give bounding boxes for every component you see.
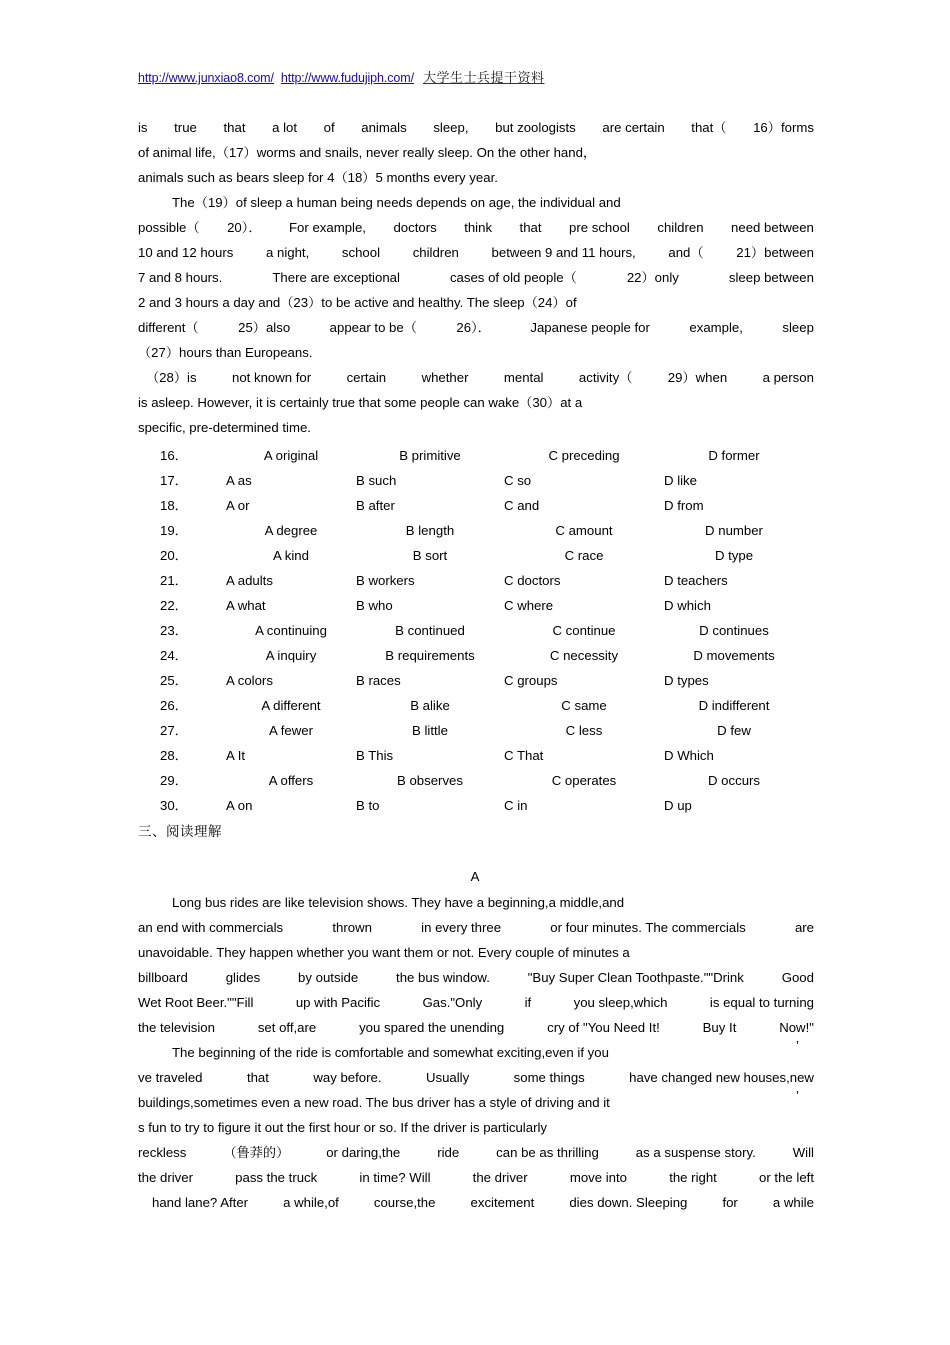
question-row xyxy=(160,695,810,720)
cloze-p3-line1: （28）is not known for certain whether mental activity（ 29）when a person xyxy=(146,370,814,385)
option-B[interactable]: B requirements xyxy=(385,648,475,663)
option-C[interactable]: C operates xyxy=(551,773,617,788)
option-B[interactable]: B continued xyxy=(395,623,465,638)
reading-p2-line4: s fun to try to figure it out the first hour or so. If the driver is particularly xyxy=(138,1120,547,1135)
option-B[interactable]: B observes xyxy=(397,773,463,788)
question-number: 25． xyxy=(160,673,188,688)
option-B[interactable]: B This xyxy=(356,748,394,763)
question-number: 30． xyxy=(160,798,188,813)
option-D[interactable]: D which xyxy=(664,598,711,613)
option-A[interactable]: A different xyxy=(261,698,321,713)
option-A[interactable]: A on xyxy=(226,798,253,813)
question-number: 22． xyxy=(160,598,188,613)
question-number: 20． xyxy=(160,548,188,563)
option-C[interactable]: C doctors xyxy=(504,573,561,588)
option-B[interactable]: B sort xyxy=(412,548,448,563)
cloze-p2-line5: 2 and 3 hours a day and（23）to be active and healthy. The sleep（24）of xyxy=(138,295,577,310)
option-B[interactable]: B workers xyxy=(356,573,415,588)
question-number: 23． xyxy=(160,623,188,638)
header-chinese-label: 大学生士兵提干资料 xyxy=(422,70,545,85)
option-A[interactable]: A continuing xyxy=(255,623,327,638)
option-D[interactable]: D continues xyxy=(699,623,769,638)
reading-p1-line1: Long bus rides are like television shows. They have a beginning,a middle,and xyxy=(172,895,625,910)
option-D[interactable]: D types xyxy=(664,673,709,688)
reading-p1-line2: an end with commercials thrown in every three or four minutes. The commercials are xyxy=(138,920,814,935)
option-D[interactable]: D indifferent xyxy=(698,698,770,713)
question-row xyxy=(160,745,810,770)
option-B[interactable]: B length xyxy=(405,523,455,538)
cloze-paragraph-1 xyxy=(138,121,814,135)
reading-p2-line2: ve traveled that way before. Usually some things have changed new houses,new xyxy=(138,1070,814,1085)
reading-p1-line3: unavoidable. They happen whether you want them or not. Every couple of minutes a xyxy=(138,945,630,960)
cloze-p2-line3: 10 and 12 hours a night, school children between 9 and 11 hours, and（ 21）between xyxy=(138,245,814,260)
question-number: 17． xyxy=(160,473,188,488)
question-row xyxy=(160,670,810,695)
section-heading-reading: 三、阅读理解 xyxy=(138,824,222,840)
reading-p2-line3: buildings,sometimes even a new road. The bus driver has a style of driving and it xyxy=(138,1095,610,1110)
reading-p2-line5: reckless （鲁莽的） or daring,the ride can be as thrilling as a suspense story. Will xyxy=(138,1145,814,1160)
option-C[interactable]: C where xyxy=(504,598,554,613)
option-C[interactable]: C preceding xyxy=(548,448,620,463)
option-B[interactable]: B after xyxy=(356,498,395,513)
passage-label-a: A xyxy=(470,869,480,884)
cloze-p2-line1: The（19）of sleep a human being needs depends on age, the individual and xyxy=(172,195,621,210)
option-A[interactable]: A original xyxy=(263,448,319,463)
question-row xyxy=(160,545,810,570)
question-number: 21． xyxy=(160,573,188,588)
cloze-p3-line3: specific, pre-determined time. xyxy=(138,420,311,435)
question-row xyxy=(160,470,810,495)
question-number: 19． xyxy=(160,523,188,538)
question-number: 27． xyxy=(160,723,188,738)
option-C[interactable]: C race xyxy=(564,548,604,563)
option-B[interactable]: B who xyxy=(356,598,393,613)
option-D[interactable]: D number xyxy=(705,523,763,538)
cloze-p1-line1: is true that a lot of animals sleep, but zoologists are certain that（ 16）forms xyxy=(138,120,814,135)
question-row xyxy=(160,795,810,820)
option-C[interactable]: C so xyxy=(504,473,532,488)
option-C[interactable]: C same xyxy=(561,698,607,713)
reading-p2-line7: hand lane? After a while,of course,the excitement dies down. Sleeping for a while xyxy=(152,1195,814,1210)
question-number: 16． xyxy=(160,448,188,463)
reading-p2-line1: The beginning of the ride is comfortable and somewhat exciting,even if you xyxy=(172,1045,609,1060)
option-A[interactable]: A inquiry xyxy=(265,648,317,663)
option-C[interactable]: C That xyxy=(504,748,544,763)
option-D[interactable]: D type xyxy=(714,548,754,563)
cloze-p1-line2: of animal life,（17）worms and snails, never really sleep. On the other hand， xyxy=(138,145,597,160)
stray-apostrophe-1: ’ xyxy=(796,1038,799,1053)
option-B[interactable]: B primitive xyxy=(399,448,461,463)
option-A[interactable]: A offers xyxy=(268,773,314,788)
cloze-p3-line2: is asleep. However, it is certainly true that some people can wake（30）at a xyxy=(138,395,583,410)
reading-p1-line4: billboard glides by outside the bus window. "Buy Super Clean Toothpaste.""Drink Good xyxy=(138,970,814,985)
option-D[interactable]: D up xyxy=(664,798,692,813)
option-A[interactable]: A as xyxy=(226,473,252,488)
header-links xyxy=(138,70,838,86)
question-row xyxy=(160,445,810,470)
question-number: 26． xyxy=(160,698,188,713)
option-B[interactable]: B such xyxy=(356,473,397,488)
option-D[interactable]: D from xyxy=(664,498,704,513)
option-A[interactable]: A degree xyxy=(264,523,318,538)
option-D[interactable]: D Which xyxy=(664,748,714,763)
option-A[interactable]: A or xyxy=(226,498,250,513)
question-row xyxy=(160,645,810,670)
question-number: 28． xyxy=(160,748,188,763)
option-B[interactable]: B to xyxy=(356,798,380,813)
question-row xyxy=(160,570,810,595)
option-C[interactable]: C less xyxy=(565,723,603,738)
option-B[interactable]: B races xyxy=(356,673,401,688)
question-row xyxy=(160,495,810,520)
question-row xyxy=(160,595,810,620)
option-C[interactable]: C continue xyxy=(552,623,616,638)
option-C[interactable]: C groups xyxy=(504,673,558,688)
option-A[interactable]: A kind xyxy=(273,548,309,563)
option-A[interactable]: A colors xyxy=(226,673,273,688)
header-link-fudujiph[interactable]: http://www.fudujiph.com/ xyxy=(280,71,414,85)
cloze-p2-line6: different（ 25）also appear to be（ 26）． Japanese people for example, sleep xyxy=(138,320,814,335)
option-C[interactable]: C necessity xyxy=(549,648,619,663)
option-D[interactable]: D few xyxy=(717,723,751,738)
option-A[interactable]: A what xyxy=(226,598,266,613)
option-D[interactable]: D like xyxy=(664,473,697,488)
option-D[interactable]: D former xyxy=(708,448,760,463)
reading-p1-line5: Wet Root Beer.""Fill up with Pacific Gas."Only if you sleep,which is equal to turning xyxy=(138,995,814,1010)
option-D[interactable]: D movements xyxy=(693,648,775,663)
reading-p1-line6: the television set off,are you spared the unending cry of "You Need It! Buy It Now!" xyxy=(138,1020,814,1035)
question-options-list xyxy=(160,445,810,820)
header-link-junxiao8[interactable]: http://www.junxiao8.com/ xyxy=(138,71,274,85)
option-C[interactable]: C in xyxy=(504,798,528,813)
option-D[interactable]: D teachers xyxy=(664,573,728,588)
cloze-p2-line2: possible（ 20）． For example, doctors think that pre school children need between xyxy=(138,220,814,235)
question-row xyxy=(160,520,810,545)
cloze-p2-line7: （27）hours than Europeans. xyxy=(138,345,313,360)
option-C[interactable]: C amount xyxy=(555,523,613,538)
question-number: 18． xyxy=(160,498,188,513)
stray-apostrophe-2: ’ xyxy=(796,1088,799,1103)
option-A[interactable]: A It xyxy=(226,748,246,763)
option-B[interactable]: B little xyxy=(412,723,448,738)
option-B[interactable]: B alike xyxy=(410,698,450,713)
cloze-p2-line4: 7 and 8 hours. There are exceptional cases of old people（ 22）only sleep between xyxy=(138,270,814,285)
question-row xyxy=(160,770,810,795)
question-number: 24． xyxy=(160,648,188,663)
question-number: 29． xyxy=(160,773,188,788)
cloze-p1-line3: animals such as bears sleep for 4（18）5 months every year. xyxy=(138,170,498,185)
option-D[interactable]: D occurs xyxy=(707,773,761,788)
question-row xyxy=(160,620,810,645)
question-row xyxy=(160,720,810,745)
option-C[interactable]: C and xyxy=(504,498,540,513)
option-A[interactable]: A fewer xyxy=(269,723,313,738)
option-A[interactable]: A adults xyxy=(226,573,273,588)
reading-p2-line6: the driver pass the truck in time? Will the driver move into the right or the left xyxy=(138,1170,814,1185)
